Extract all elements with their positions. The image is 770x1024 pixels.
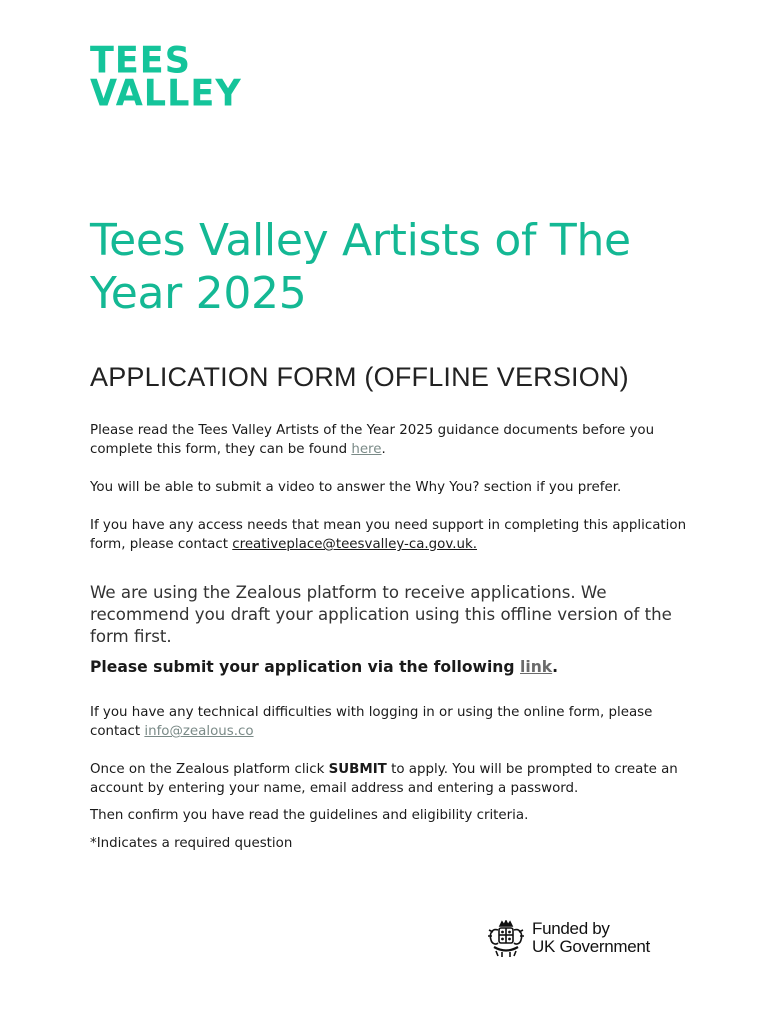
logo-line-1: TEES [90, 39, 191, 82]
support-email-link[interactable]: info@zealous.co [144, 724, 254, 739]
logo-line-2: VALLEY [90, 72, 242, 115]
funded-by-uk-government [486, 920, 676, 960]
once-text: Once on the Zealous platform click [90, 762, 329, 777]
submit-keyword: SUBMIT [328, 762, 387, 777]
tees-valley-logo [90, 39, 250, 116]
submit-cta-end: . [552, 658, 559, 676]
intro-text: Please read the Tees Valley Artists of the Year 2025 guidance documents before you complete this form, they can be found [90, 423, 655, 457]
guidance-link[interactable]: here [351, 442, 382, 457]
once-paragraph [90, 760, 690, 798]
confirm-note: Then confirm you have read the guidelines and eligibility criteria. [90, 808, 529, 823]
access-paragraph [90, 516, 690, 554]
funded-line-2: UK Government [532, 937, 650, 956]
submit-cta-text: Please submit your application via the following [90, 658, 520, 676]
access-email-link[interactable]: creativeplace@teesvalley-ca.gov.uk. [232, 537, 478, 552]
royal-crest-icon [486, 920, 526, 958]
submit-cta [90, 656, 690, 678]
zealous-note: We are using the Zealous platform to receive applications. We recommend you draft your application using this offline version of the form first. [90, 583, 672, 646]
once-text-end: to apply. You will be prompted to create an account by entering your name, email address and entering a password. [90, 762, 678, 796]
intro-end: . [381, 442, 386, 457]
access-text: If you have any access needs that mean you need support in completing this application form, please contact [90, 518, 687, 552]
form-subtitle: APPLICATION FORM (OFFLINE VERSION) [90, 362, 629, 392]
required-note: *Indicates a required question [90, 836, 293, 851]
intro-paragraph [90, 421, 690, 459]
funded-text [532, 920, 650, 956]
tech-paragraph [90, 703, 690, 741]
page-title: Tees Valley Artists of The Year 2025 [90, 215, 631, 319]
submit-link[interactable]: link [520, 658, 553, 676]
tech-text: If you have any technical difficulties with logging in or using the online form, please contact [90, 705, 653, 739]
funded-line-1: Funded by [532, 919, 610, 938]
video-note: You will be able to submit a video to answer the Why You? section if you prefer. [90, 480, 622, 495]
